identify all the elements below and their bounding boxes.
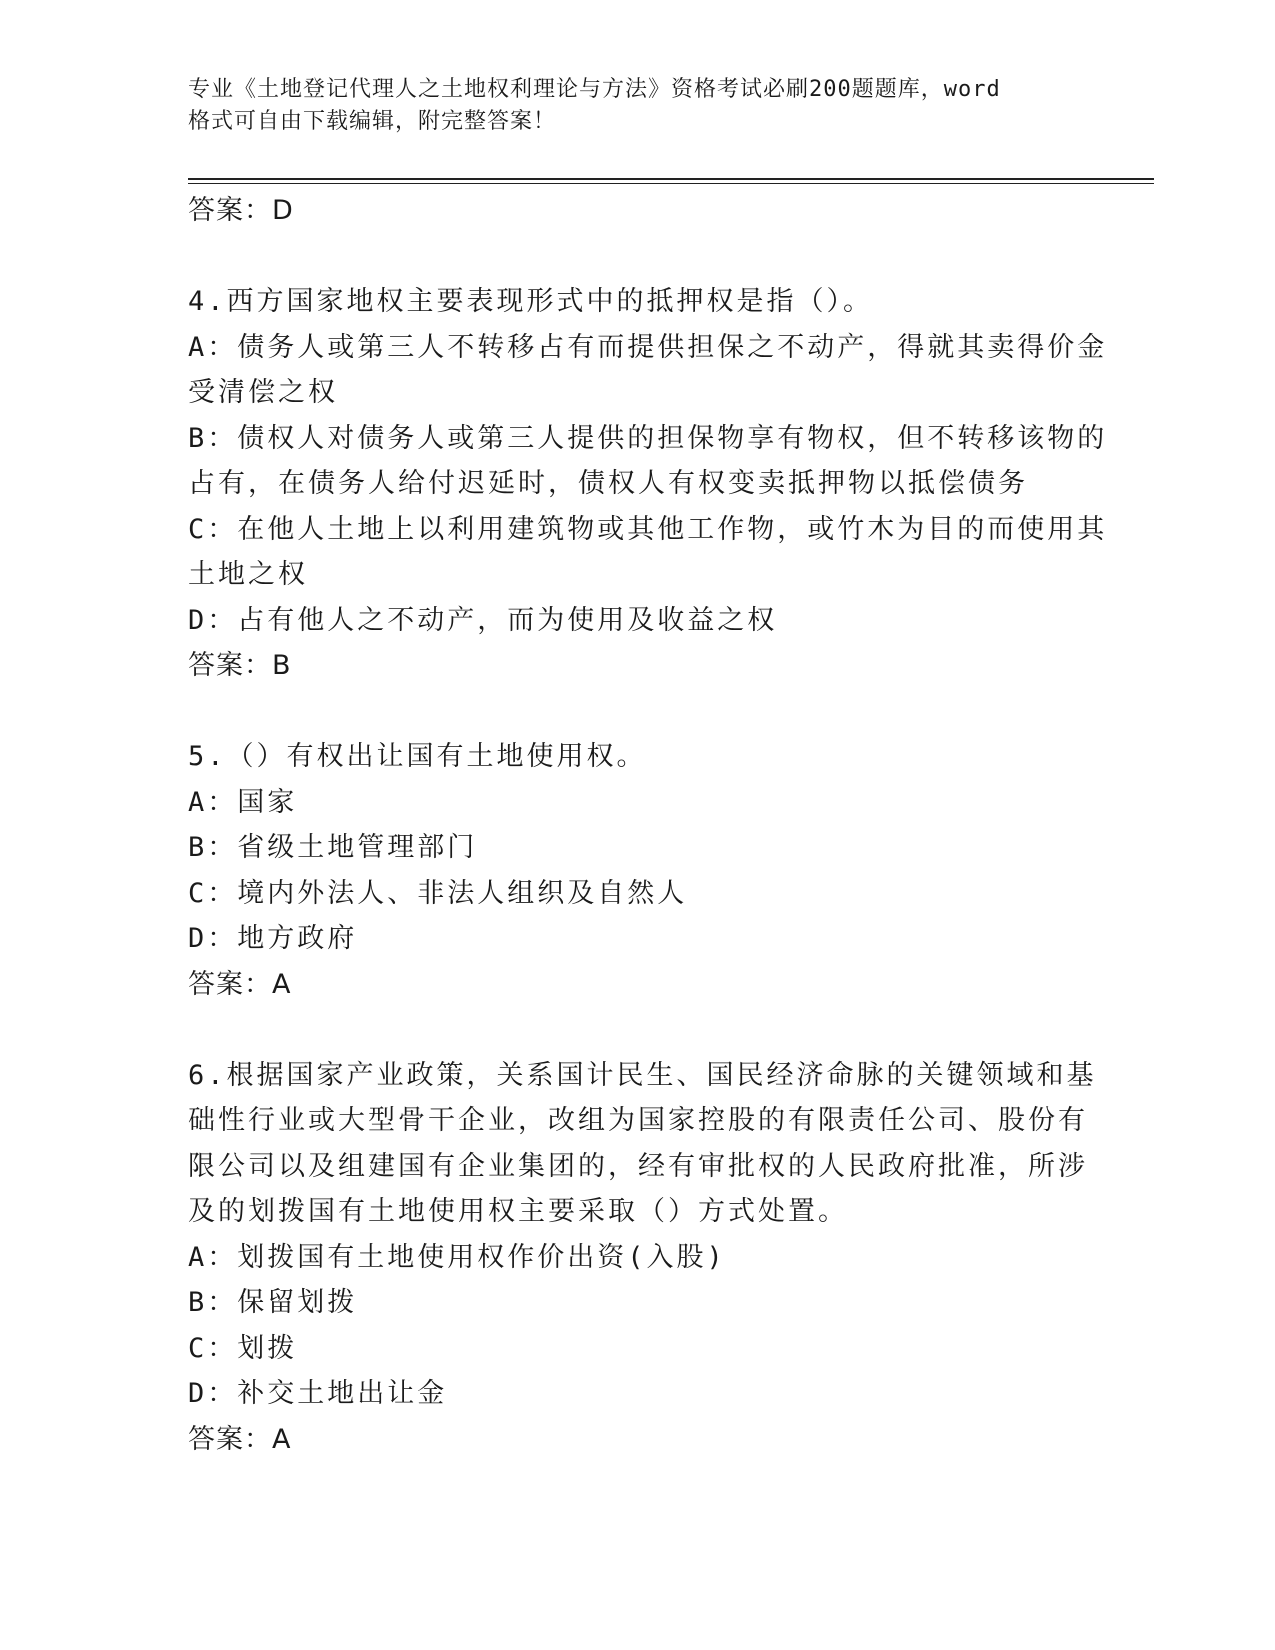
question-6 bbox=[188, 1053, 1097, 1463]
option-c: C：境内外法人、非法人组织及自然人 bbox=[188, 877, 688, 909]
question-list bbox=[188, 188, 1108, 1462]
question-stem-line-2: 础性行业或大型骨干企业，改组为国家控股的有限责任公司、股份有 bbox=[188, 1105, 1088, 1136]
option-b: B：保留划拨 bbox=[188, 1287, 358, 1318]
question-stem-line-3: 限公司以及组建国有企业集团的，经有审批权的人民政府批准，所涉 bbox=[188, 1150, 1088, 1182]
previous-answer: 答案：D bbox=[188, 195, 294, 226]
page-header bbox=[188, 74, 1068, 138]
question-stem: 5.（）有权出让国有土地使用权。 bbox=[188, 741, 647, 772]
option-d: D：占有他人之不动产，而为使用及收益之权 bbox=[188, 604, 778, 636]
header-line-1: 专业《土地登记代理人之土地权利理论与方法》资格考试必刷200题题库，word bbox=[188, 77, 1001, 102]
option-a-line-1: A：债务人或第三人不转移占有而提供担保之不动产，得就其卖得价金 bbox=[188, 331, 1108, 363]
answer: 答案：B bbox=[188, 650, 292, 681]
option-a-line-2: 受清偿之权 bbox=[188, 377, 338, 408]
answer: 答案：A bbox=[188, 968, 292, 1000]
option-a: A：划拨国有土地使用权作价出资(入股) bbox=[188, 1241, 726, 1273]
question-5 bbox=[188, 734, 1088, 1007]
option-c-line-2: 土地之权 bbox=[188, 559, 308, 590]
option-c-line-1: C：在他人土地上以利用建筑物或其他工作物，或竹木为目的而使用其 bbox=[188, 513, 1108, 545]
answer: 答案：A bbox=[188, 1423, 292, 1455]
question-stem: 4.西方国家地权主要表现形式中的抵押权是指（）。 bbox=[188, 286, 874, 317]
spacer bbox=[188, 234, 1088, 280]
header-rule-thick bbox=[188, 178, 1154, 180]
spacer bbox=[188, 689, 1088, 735]
option-c: C：划拨 bbox=[188, 1332, 298, 1364]
question-stem-line-1: 6.根据国家产业政策，关系国计民生、国民经济命脉的关键领域和基 bbox=[188, 1059, 1097, 1091]
header-rule-thin bbox=[188, 183, 1154, 184]
question-stem-line-4: 及的划拨国有土地使用权主要采取（）方式处置。 bbox=[188, 1196, 848, 1227]
spacer bbox=[188, 1007, 1088, 1053]
option-d: D：补交土地出让金 bbox=[188, 1378, 448, 1409]
option-b-line-1: B：债权人对债务人或第三人提供的担保物享有物权，但不转移该物的 bbox=[188, 422, 1108, 454]
option-d: D：地方政府 bbox=[188, 923, 358, 954]
option-a: A：国家 bbox=[188, 786, 298, 818]
header-line-2: 格式可自由下载编辑，附完整答案！ bbox=[188, 109, 557, 134]
question-4 bbox=[188, 279, 1108, 689]
option-b: B：省级土地管理部门 bbox=[188, 832, 478, 863]
option-b-line-2: 占有，在债务人给付迟延时，债权人有权变卖抵押物以抵偿债务 bbox=[188, 468, 1028, 499]
